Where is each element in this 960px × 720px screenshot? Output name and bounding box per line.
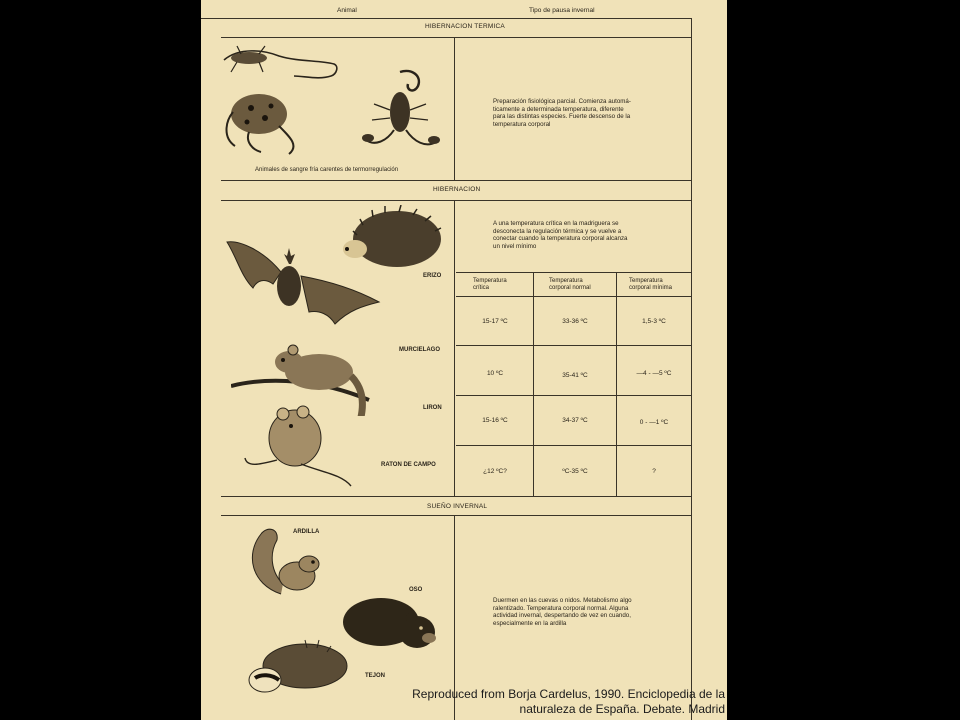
lizard-and-frog-illustration (219, 42, 344, 162)
column-header-animal: Animal (337, 7, 357, 14)
section-title-winter-sleep: SUEÑO INVERNAL (427, 503, 488, 510)
label-liron: LIRON (423, 405, 442, 411)
table-rule (456, 272, 691, 273)
top-rule (201, 18, 691, 19)
label-erizo: ERIZO (423, 273, 442, 279)
cell-normal: 33-36 ºC (562, 318, 588, 325)
label-oso: OSO (409, 587, 423, 593)
table-rule (456, 296, 691, 297)
cell-critical: ¿12 ºC? (483, 468, 507, 475)
column-header-pause-type: Tipo de pausa invernal (529, 7, 595, 14)
section-title-hibernation: HIBERNACION (433, 186, 481, 193)
table-rule (456, 395, 691, 396)
label-tejon: TEJON (365, 673, 386, 679)
credit-line-2: naturaleza de España. Debate. Madrid (519, 702, 725, 716)
table-header-critical: Temperatura crítica (473, 278, 507, 291)
table-header-normal: Temperatura corporal normal (549, 278, 591, 291)
credit-line-1: Reproduced from Borja Cardelus, 1990. Enciclopedia de la (412, 687, 725, 701)
label-murcielago: MURCIELAGO (399, 347, 440, 353)
label-ardilla: ARDILLA (293, 529, 320, 535)
section-rule (221, 515, 691, 516)
cell-critical: 15-16 ºC (482, 417, 508, 424)
cell-minimum: 1,5-3 ºC (642, 318, 666, 325)
cell-minimum: 0 - —1 ºC (639, 419, 669, 426)
cell-normal: 34-37 ºC (562, 417, 588, 424)
label-raton-de-campo: RATON DE CAMPO (381, 462, 436, 468)
scorpion-illustration (356, 66, 446, 164)
bat-illustration (223, 236, 383, 328)
section-title-thermal: HIBERNACION TERMICA (425, 23, 505, 30)
thermal-caption: Animales de sangre fría carentes de termorregulación (255, 167, 399, 173)
bear-illustration (341, 592, 441, 664)
table-header-minimum: Temperatura corporal mínima (629, 278, 673, 291)
cell-critical: 10 ºC (486, 370, 504, 377)
table-rule (456, 345, 691, 346)
cell-normal: ºC-35 ºC (562, 468, 588, 475)
column-divider (454, 200, 455, 496)
table-divider (533, 272, 534, 496)
cell-minimum: —4 - —5 ºC (636, 370, 672, 377)
table-divider (616, 272, 617, 496)
hibernation-description: A una temperatura crítica en la madriguera se desconecta la regulación térmica y se vuelve a conectar cuando la temperatura corporal alcanza un nivel mínimo (493, 220, 628, 250)
source-credit (365, 687, 725, 717)
cell-normal: 35-41 ºC (562, 372, 588, 379)
table-rule (456, 445, 691, 446)
field-mouse-illustration (241, 402, 361, 492)
cell-minimum: ? (652, 468, 656, 475)
section-rule (221, 37, 691, 38)
section-rule (221, 180, 691, 181)
section-rule (221, 496, 691, 497)
squirrel-illustration (241, 524, 331, 606)
winter-sleep-description: Duermen en las cuevas o nidos. Metabolismo algo ralentizado. Temperatura corporal normal. Alguna actividad invernal, despertando de vez en cuando, especialmente en la ardilla (493, 597, 632, 627)
section-rule (221, 200, 691, 201)
encyclopedia-page (201, 0, 727, 720)
thermal-description: Preparación fisiológica parcial. Comienza automá- ticamente a determinada temperatura, diferente para las distintas especies. Fuerte descenso de la temperatura corporal (493, 98, 631, 128)
badger-illustration (247, 634, 351, 704)
frame-right-rule (691, 18, 692, 720)
cell-critical: 15-17 ºC (482, 318, 508, 325)
column-divider (454, 37, 455, 180)
